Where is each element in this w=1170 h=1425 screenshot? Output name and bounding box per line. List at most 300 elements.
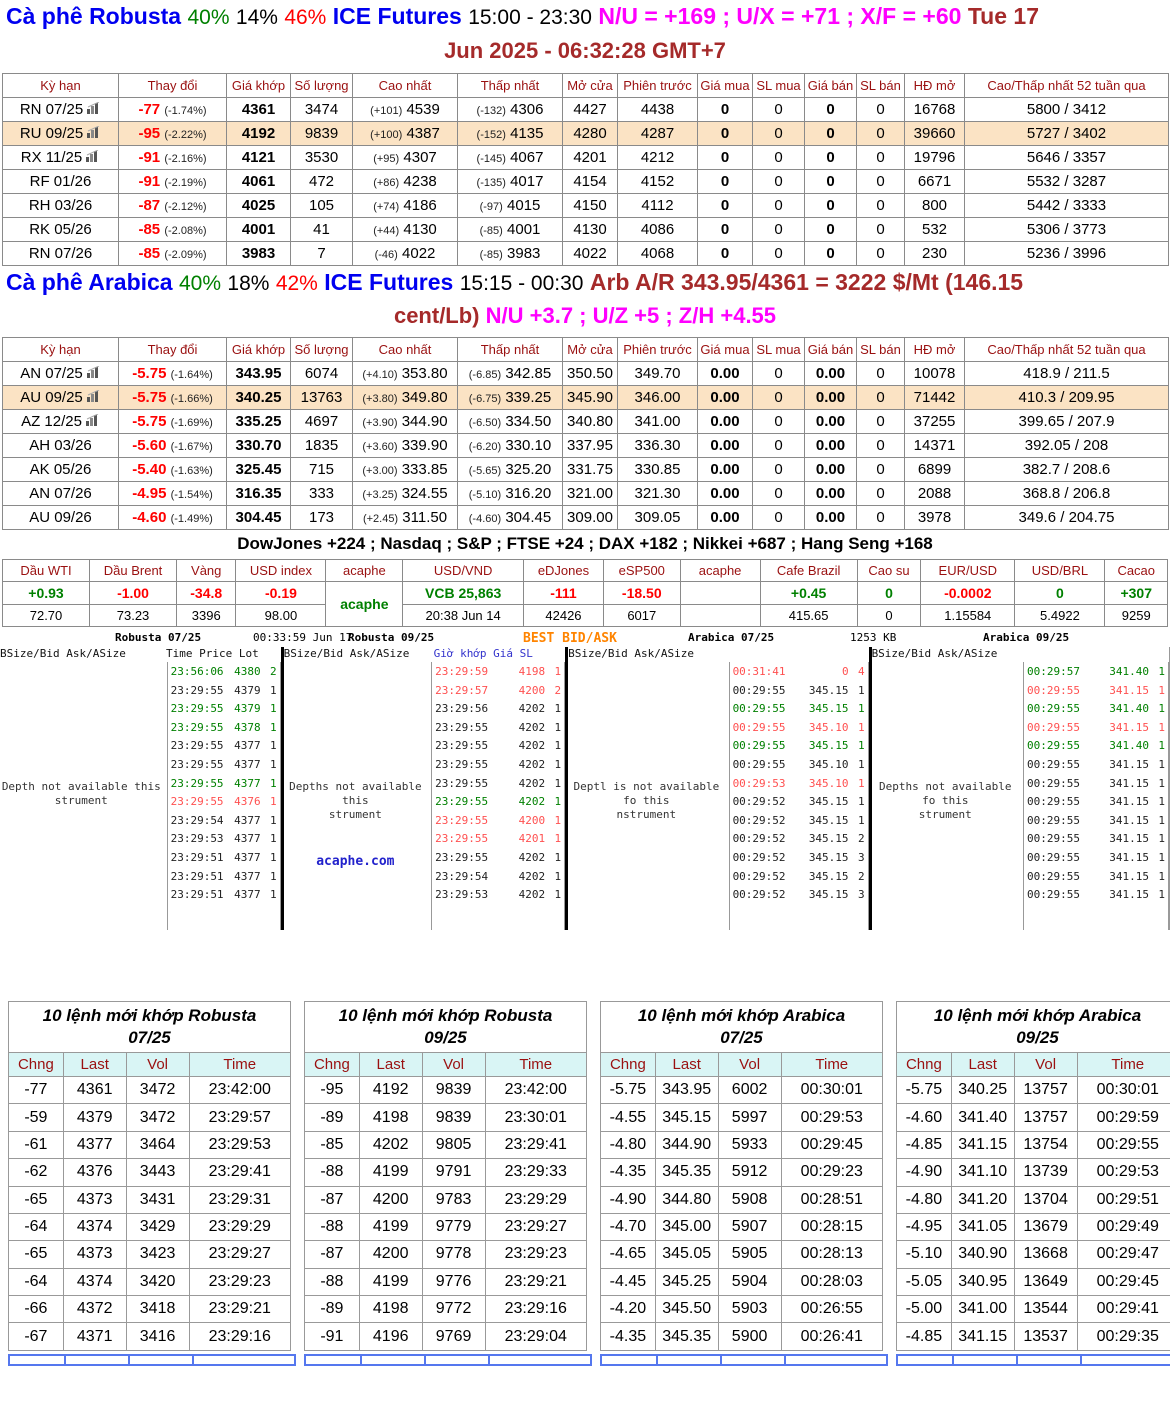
partial-cell — [128, 1354, 194, 1366]
contract-label: RF 01/26 — [29, 173, 92, 190]
contract-cell[interactable] — [3, 458, 119, 482]
table-cell: 13757 — [1014, 1077, 1077, 1104]
depth-panel-2 — [284, 647, 569, 930]
partial-cell — [304, 1354, 362, 1366]
change-value: -95 — [138, 125, 161, 142]
column-header: Vol — [422, 1053, 485, 1077]
trade-time: 00:29:55 — [1027, 850, 1080, 864]
contract-cell[interactable] — [3, 122, 119, 146]
last-price-cell: 325.45 — [227, 458, 291, 482]
table-cell: 345.15 — [655, 1104, 718, 1131]
column-header: Thay đổi — [119, 74, 227, 98]
trade-row — [435, 719, 561, 738]
depth-message-area — [568, 662, 728, 930]
table-cell: 23:29:27 — [485, 1213, 586, 1240]
trade-time: 23:29:55 — [170, 683, 224, 697]
trades-column[interactable] — [167, 662, 281, 930]
ask-price-cell: 0.00 — [805, 362, 857, 386]
open-interest-cell: 6671 — [905, 170, 965, 194]
column-header: Vol — [718, 1053, 781, 1077]
high-cell — [353, 122, 458, 146]
market-change-cell: +307 — [1105, 582, 1168, 605]
52week-range-cell: 399.65 / 207.9 — [965, 410, 1169, 434]
table-cell: 3418 — [126, 1296, 189, 1323]
trade-row — [1027, 812, 1165, 831]
trade-price: 345.15 — [808, 702, 849, 716]
depth-message-line2: nstrument — [616, 808, 677, 821]
bid-price-cell: 0.00 — [698, 434, 753, 458]
table-cell: 00:28:13 — [781, 1241, 882, 1268]
arabica-futures-table — [2, 337, 1169, 530]
52week-range-cell: 418.9 / 211.5 — [965, 362, 1169, 386]
futures-header-row — [3, 338, 1169, 362]
change-cell — [119, 122, 227, 146]
trade-time: 00:29:52 — [732, 832, 786, 846]
bid-price-cell: 0 — [698, 242, 753, 266]
table-cell: -85 — [305, 1131, 360, 1158]
contract-label: RK 05/26 — [29, 221, 92, 238]
contract-cell[interactable] — [3, 434, 119, 458]
open-cell: 4150 — [563, 194, 618, 218]
open-interest-cell: 6899 — [905, 458, 965, 482]
table-cell: 23:29:23 — [189, 1268, 290, 1295]
market-change-cell: -1.00 — [90, 582, 177, 605]
contract-cell[interactable] — [3, 170, 119, 194]
table-cell: -4.65 — [601, 1241, 656, 1268]
trade-row — [733, 756, 865, 775]
table-cell: 23:29:04 — [485, 1323, 586, 1350]
table-title-line2: 07/25 — [720, 1028, 763, 1047]
partial-cell — [488, 1354, 592, 1366]
table-row — [897, 1213, 1170, 1240]
page-datetime: Jun 2025 - 06:32:28 GMT+7 — [444, 38, 726, 63]
open-interest-cell: 16768 — [905, 98, 965, 122]
trades-column[interactable] — [431, 662, 565, 930]
market-column-header: Dầu Brent — [90, 560, 177, 582]
trade-lots: 1 — [554, 776, 562, 790]
table-cell: 4198 — [359, 1296, 422, 1323]
table-cell: 341.40 — [951, 1104, 1014, 1131]
depth-not-available-message — [0, 780, 163, 808]
trade-time: 23:29:54 — [435, 869, 489, 883]
trade-price: 345.15 — [808, 795, 849, 809]
change-value: -91 — [138, 173, 161, 190]
open-cell: 4427 — [563, 98, 618, 122]
trade-time: 00:29:55 — [732, 683, 786, 697]
change-value: -4.95 — [132, 485, 167, 502]
futures-row — [3, 434, 1169, 458]
partial-cell — [896, 1354, 954, 1366]
contract-label: AN 07/25 — [20, 365, 83, 382]
partial-cell — [784, 1354, 888, 1366]
trade-row — [1027, 756, 1165, 775]
column-header: Cao/Thấp nhất 52 tuần qua — [965, 338, 1169, 362]
table-cell: -4.45 — [601, 1268, 656, 1295]
table-cell: 4374 — [63, 1213, 126, 1240]
table-cell: 3472 — [126, 1104, 189, 1131]
contract-cell[interactable] — [3, 194, 119, 218]
trade-lots: 1 — [269, 832, 277, 846]
depth-message-area — [284, 662, 432, 930]
table-cell: -5.75 — [897, 1077, 952, 1104]
market-value-cell: 42426 — [524, 605, 604, 627]
bid-price-cell: 0.00 — [698, 362, 753, 386]
contract-cell[interactable] — [3, 362, 119, 386]
trade-price: 345.15 — [808, 832, 849, 846]
trade-lots: 1 — [1158, 720, 1165, 734]
low-cell — [458, 122, 563, 146]
trade-row — [171, 886, 277, 905]
table-cell: 23:29:21 — [189, 1296, 290, 1323]
ask-price-cell: 0.00 — [805, 410, 857, 434]
column-header: Số lượng — [291, 74, 353, 98]
table-cell: 5904 — [718, 1268, 781, 1295]
table-row — [9, 1241, 291, 1268]
trade-lots: 1 — [1158, 795, 1165, 809]
table-row — [305, 1268, 587, 1295]
table-cell: 00:29:53 — [781, 1104, 882, 1131]
next-row-partial — [600, 1354, 886, 1366]
trade-time: 23:29:53 — [435, 888, 489, 902]
volume-cell: 1835 — [291, 434, 353, 458]
market-value-cell: 415.65 — [760, 605, 857, 627]
column-header: Last — [951, 1053, 1014, 1077]
last-price-cell: 4361 — [227, 98, 291, 122]
last-trades-table-2 — [304, 1001, 587, 1351]
table-cell: 00:30:01 — [1077, 1077, 1170, 1104]
depth-panel-1 — [0, 647, 284, 930]
table-row — [897, 1186, 1170, 1213]
table-row — [601, 1077, 883, 1104]
futures-row — [3, 218, 1169, 242]
trade-lots: 1 — [554, 757, 562, 771]
depth-message-line2: strument — [54, 794, 108, 807]
volume-cell: 13763 — [291, 386, 353, 410]
change-percent: (-1.63%) — [170, 465, 213, 477]
trade-lots: 1 — [554, 832, 562, 846]
trade-price: 4377 — [234, 813, 261, 827]
52week-range-cell: 5306 / 3773 — [965, 218, 1169, 242]
trade-time: 00:29:52 — [732, 813, 786, 827]
depth-bid-ask-labels: BSize/Bid Ask/ASize — [568, 647, 694, 660]
trade-price: 341.15 — [1109, 869, 1149, 883]
chart-icon[interactable] — [87, 125, 101, 142]
column-header: Chng — [9, 1053, 64, 1077]
table-cell: 00:29:41 — [1077, 1296, 1170, 1323]
trade-lots: 1 — [857, 795, 865, 809]
trade-lots: 1 — [269, 720, 277, 734]
table-title — [9, 1002, 291, 1053]
trade-lots: 1 — [857, 720, 865, 734]
table-cell: 5908 — [718, 1186, 781, 1213]
trade-price: 345.15 — [808, 888, 849, 902]
low-value: 4015 — [507, 197, 541, 214]
contract-cell[interactable] — [3, 218, 119, 242]
trade-time: 00:29:52 — [732, 850, 786, 864]
table-cell: 4198 — [359, 1104, 422, 1131]
market-column-header: Cafe Brazil — [760, 560, 857, 582]
trade-row — [733, 812, 865, 831]
table-cell: 00:29:53 — [1077, 1159, 1170, 1186]
depth-clock: 00:33:59 Jun 17 — [253, 631, 353, 644]
table-cell: 4200 — [359, 1186, 422, 1213]
contract-cell[interactable] — [3, 386, 119, 410]
trade-time: 23:29:55 — [170, 702, 224, 716]
chart-icon[interactable] — [86, 413, 100, 430]
acaphe-watermark-link[interactable]: acaphe.com — [316, 854, 395, 869]
contract-cell[interactable] — [3, 410, 119, 434]
bid-price-cell: 0.00 — [698, 386, 753, 410]
trade-row — [435, 682, 561, 701]
prev-close-cell: 349.70 — [618, 362, 698, 386]
low-delta: (-85) — [479, 225, 503, 237]
table-cell: 00:28:15 — [781, 1213, 882, 1240]
market-change-cell: -18.50 — [603, 582, 680, 605]
prev-close-cell: 4438 — [618, 98, 698, 122]
contract-cell[interactable] — [3, 98, 119, 122]
market-column-header: eDJones — [524, 560, 604, 582]
trade-lots: 1 — [269, 702, 277, 716]
acaphe-brand-cell: acaphe — [326, 582, 403, 627]
depth-bid-ask-labels: BSize/Bid Ask/ASize — [871, 647, 998, 660]
volume-cell: 333 — [291, 482, 353, 506]
table-cell: 9769 — [422, 1323, 485, 1350]
low-delta: (-152) — [476, 129, 506, 141]
low-value: 4306 — [510, 101, 544, 118]
market-value-cell: 20:38 Jun 14 — [403, 605, 524, 627]
table-cell: 4199 — [359, 1159, 422, 1186]
trade-row — [435, 812, 561, 831]
futures-row — [3, 122, 1169, 146]
contract-cell[interactable] — [3, 506, 119, 530]
trade-row — [733, 793, 865, 812]
change-cell — [119, 506, 227, 530]
bid-size-cell: 0 — [753, 98, 805, 122]
depth-kb-label: 1253 KB — [850, 631, 897, 644]
table-cell: -87 — [305, 1186, 360, 1213]
bid-size-cell: 0 — [753, 362, 805, 386]
table-row — [601, 1213, 883, 1240]
chart-icon[interactable] — [87, 365, 101, 382]
market-column-header: Vàng — [177, 560, 236, 582]
chart-icon[interactable] — [86, 149, 100, 166]
table-cell: 13679 — [1014, 1213, 1077, 1240]
trade-lots: 1 — [1158, 739, 1165, 753]
open-cell: 345.90 — [563, 386, 618, 410]
bid-size-cell: 0 — [753, 506, 805, 530]
trade-price: 341.15 — [1109, 776, 1149, 790]
trade-row — [171, 812, 277, 831]
table-row — [305, 1241, 587, 1268]
market-column-header: USD/BRL — [1015, 560, 1105, 582]
change-cell — [119, 194, 227, 218]
table-cell: 3420 — [126, 1268, 189, 1295]
depth-not-available-message — [872, 780, 1019, 822]
table-cell: 9776 — [422, 1268, 485, 1295]
table-cell: -87 — [305, 1241, 360, 1268]
table-cell: 23:29:16 — [189, 1323, 290, 1350]
trade-time: 23:29:55 — [435, 757, 489, 771]
trade-price: 345.10 — [808, 757, 849, 771]
table-cell: 344.90 — [655, 1131, 718, 1158]
change-percent: (-1.49%) — [170, 513, 213, 525]
table-cell: 9783 — [422, 1186, 485, 1213]
contract-label: RH 03/26 — [28, 197, 93, 214]
depth-section — [0, 631, 1170, 993]
contract-cell[interactable] — [3, 242, 119, 266]
low-value: 3983 — [507, 245, 541, 262]
table-cell: 345.50 — [655, 1296, 718, 1323]
trade-time: 00:29:55 — [1027, 832, 1080, 846]
table-title-line2: 09/25 — [1016, 1028, 1059, 1047]
table-row — [9, 1268, 291, 1295]
table-row — [305, 1104, 587, 1131]
column-header: Giá bán — [805, 74, 857, 98]
trade-lots: 1 — [857, 683, 865, 697]
futures-row — [3, 506, 1169, 530]
partial-cell — [952, 1354, 1018, 1366]
arbitrage-text: Arb A/R 343.95/4361 = 3222 $/Mt (146.15 — [589, 269, 1024, 295]
trade-row — [733, 719, 865, 738]
arabica-pct-1: 40% — [178, 272, 222, 295]
high-value: 4387 — [406, 125, 440, 142]
52week-range-cell: 5532 / 3287 — [965, 170, 1169, 194]
52week-range-cell: 368.8 / 206.8 — [965, 482, 1169, 506]
ask-size-cell: 0 — [857, 122, 905, 146]
trades-column[interactable] — [1023, 662, 1169, 930]
table-title-line1: 10 lệnh mới khớp Robusta — [338, 1006, 553, 1025]
trade-row — [733, 700, 865, 719]
bid-price-cell: 0.00 — [698, 482, 753, 506]
low-value: 334.50 — [505, 413, 552, 430]
low-delta: (-6.85) — [468, 369, 502, 381]
contract-label: AN 07/26 — [29, 485, 92, 502]
table-cell: -64 — [9, 1268, 64, 1295]
low-value: 4017 — [510, 173, 544, 190]
table-row — [601, 1131, 883, 1158]
trade-row — [435, 849, 561, 868]
change-cell — [119, 218, 227, 242]
ask-price-cell: 0 — [805, 218, 857, 242]
table-cell: 00:29:59 — [1077, 1104, 1170, 1131]
prev-close-cell: 4086 — [618, 218, 698, 242]
open-cell: 4130 — [563, 218, 618, 242]
trades-column[interactable] — [729, 662, 869, 930]
table-row — [305, 1296, 587, 1323]
trade-lots: 1 — [1158, 888, 1165, 902]
chart-icon[interactable] — [87, 389, 101, 406]
low-cell — [458, 98, 563, 122]
table-cell: 4373 — [63, 1241, 126, 1268]
table-cell: 3431 — [126, 1186, 189, 1213]
table-row — [9, 1131, 291, 1158]
depth-column-labels — [0, 647, 281, 662]
table-cell: 00:29:47 — [1077, 1241, 1170, 1268]
table-row — [601, 1104, 883, 1131]
contract-cell[interactable] — [3, 482, 119, 506]
change-percent: (-2.22%) — [164, 129, 207, 141]
trade-lots: 1 — [554, 850, 562, 864]
last-price-cell: 4192 — [227, 122, 291, 146]
table-cell: 23:42:00 — [485, 1077, 586, 1104]
market-column-header: eSP500 — [603, 560, 680, 582]
column-header: Kỳ hạn — [3, 74, 119, 98]
depth-bid-ask-labels: BSize/Bid Ask/ASize — [0, 647, 126, 660]
trade-price: 341.40 — [1109, 739, 1149, 753]
change-value: -85 — [138, 221, 161, 238]
low-value: 316.20 — [505, 485, 552, 502]
low-delta: (-85) — [479, 249, 503, 261]
low-cell — [458, 434, 563, 458]
market-change-cell: VCB 25,863 — [403, 582, 524, 605]
column-header: Mở cửa — [563, 338, 618, 362]
last-price-cell: 4025 — [227, 194, 291, 218]
contract-label: RN 07/26 — [28, 245, 93, 262]
table-cell: 5912 — [718, 1159, 781, 1186]
column-header: Cao nhất — [353, 338, 458, 362]
market-change-cell: 0 — [857, 582, 920, 605]
table-cell: 4199 — [359, 1213, 422, 1240]
trade-lots: 1 — [1158, 850, 1165, 864]
column-header: Phiên trước — [618, 74, 698, 98]
52week-range-cell: 410.3 / 209.95 — [965, 386, 1169, 410]
table-cell: -89 — [305, 1296, 360, 1323]
table-cell: 4200 — [359, 1241, 422, 1268]
change-cell — [119, 434, 227, 458]
table-cell: -5.10 — [897, 1241, 952, 1268]
trade-lots: 1 — [857, 776, 865, 790]
table-cell: 5907 — [718, 1213, 781, 1240]
depth-not-available-message — [284, 780, 428, 822]
column-header: Giá khớp — [227, 338, 291, 362]
table-cell: 23:29:21 — [485, 1268, 586, 1295]
trade-lots: 1 — [269, 813, 277, 827]
table-row — [9, 1159, 291, 1186]
futures-row — [3, 98, 1169, 122]
table-cell: 343.95 — [655, 1077, 718, 1104]
change-value: -5.75 — [132, 413, 167, 430]
ask-price-cell: 0.00 — [805, 506, 857, 530]
market-change-row — [3, 582, 1168, 605]
high-delta: (+44) — [373, 225, 400, 237]
column-header: SL mua — [753, 338, 805, 362]
chart-icon[interactable] — [87, 101, 101, 118]
column-header: Giá bán — [805, 338, 857, 362]
ask-size-cell: 0 — [857, 170, 905, 194]
last-trades-table-4 — [896, 1001, 1170, 1351]
column-header: Vol — [1014, 1053, 1077, 1077]
table-cell: 00:29:45 — [1077, 1268, 1170, 1295]
open-interest-cell: 37255 — [905, 410, 965, 434]
trade-time: 00:31:41 — [732, 665, 786, 678]
trade-lots: 1 — [1158, 683, 1165, 697]
market-change-cell: -111 — [524, 582, 604, 605]
table-cell: 23:29:57 — [189, 1104, 290, 1131]
column-header: Chng — [305, 1053, 360, 1077]
bid-price-cell: 0 — [698, 98, 753, 122]
high-value: 4539 — [406, 101, 440, 118]
low-value: 4067 — [510, 149, 544, 166]
change-percent: (-2.19%) — [164, 177, 207, 189]
trade-price: 341.15 — [1109, 813, 1149, 827]
low-cell — [458, 458, 563, 482]
table-cell: 4376 — [63, 1159, 126, 1186]
trade-lots: 1 — [554, 739, 562, 753]
table-cell: 4202 — [359, 1131, 422, 1158]
contract-cell[interactable] — [3, 146, 119, 170]
table-cell: 4371 — [63, 1323, 126, 1350]
low-cell — [458, 506, 563, 530]
